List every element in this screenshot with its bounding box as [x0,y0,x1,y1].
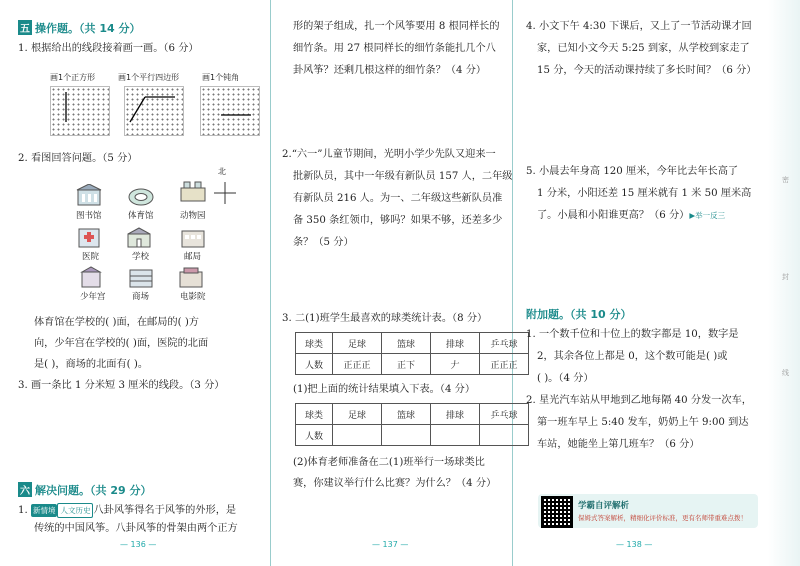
problem-2-line: 有新队员 216 人。为一、二年级这些新队员准 [293,193,503,204]
building-label: 邮局 [184,252,202,262]
table-header: 篮球 [382,404,431,425]
cinema-icon [178,266,204,288]
table-header: 排球 [431,333,480,354]
extra-1-line: 1. 一个数千位和十位上的数字都是 10，数字是 [526,329,739,340]
table-header: 足球 [333,333,382,354]
section-badge: 六 [18,482,32,497]
problem-1-cont: 形的架子组成，扎一个风筝要用 8 根同样长的 [293,21,500,32]
hospital-icon [76,226,102,248]
grid-label-square: 画1个正方形 [50,73,96,82]
table-row [296,333,529,354]
extra-2-line: 2. 星光汽车站从甲地到乙地每隔 40 分发一次车， [526,395,752,406]
problem-4-line: 家，已知小文今天 5:25 到家，从学校到家走了 [537,43,750,54]
tag-new-context: 新情境 [32,506,56,515]
post-office-icon [180,226,206,248]
strip-char: 密 [782,176,789,184]
grid-label-parallelogram: 画1个平行四边形 [118,73,180,82]
grid-label-obtuse: 画1个钝角 [202,73,240,82]
strip-char: 封 [782,273,789,281]
problem-2-line: 备 350 条红领巾，够吗？如果不够，还差多少 [293,215,503,226]
section-badge: 五 [18,20,32,35]
extra-1-line: 2，其余各位上都是 0，这个数可能是( )或 [537,351,728,362]
table-cell[interactable] [431,425,480,446]
table-header: 排球 [431,404,480,425]
table-cell: 人数 [296,354,333,375]
practice-link[interactable]: ▶举一反三 [689,211,726,220]
table-row [296,404,529,425]
extra-section-title: 附加题。（共 10 分） [526,308,632,321]
mall-icon [128,266,154,288]
q2-text-line: 体育馆在学校的( )面，在邮局的( )方 [34,317,199,328]
table-cell[interactable] [333,425,382,446]
problem-1-line [18,503,236,518]
zoo-icon [180,180,206,202]
problem-3-sub1: (1)把上面的统计结果填入下表。（4 分） [293,384,476,395]
tally-table [295,332,529,375]
question-3: 3. 画一条比 1 分米短 3 厘米的线段。（3 分） [18,380,225,391]
question-1: 1. 根据给出的线段接着画一画。（6 分） [18,43,199,54]
section-title-text: 解决问题。（共 29 分） [35,484,152,497]
problem-5-line: 1 分米，小阳还差 15 厘米就有 1 米 50 厘米高 [537,188,752,199]
problem-1-line: 传统的中国风筝。八卦风筝的骨架由两个正方 [34,523,238,534]
banner-title: 学霸自评解析 [578,501,630,511]
extra-2-line: 车站，她能坐上第几班车？（6 分） [537,439,700,450]
building-label: 电影院 [180,292,206,302]
fill-table [295,403,529,446]
table-cell[interactable] [382,425,431,446]
building-label: 体育馆 [128,211,154,221]
problem-3-sub2: (2)体育老师准备在二(1)班举行一场球类比 [293,457,485,468]
binding-strip [768,0,800,566]
building-label: 医院 [82,252,100,262]
problem-5-line [537,209,725,222]
table-header: 球类 [296,333,333,354]
page-number: — 136 — [120,540,157,549]
table-header: 球类 [296,404,333,425]
table-cell: 𠂇 [431,354,480,375]
problem-3-title: 3. 二(1)班学生最喜欢的球类统计表。（8 分） [282,313,488,324]
north-label: 北 [218,167,226,176]
building-label: 学校 [132,252,150,262]
column-divider-2 [512,0,513,566]
problem-text: 了。小晨和小阳谁更高？（6 分） [537,210,690,221]
table-header: 乒乓球 [480,333,529,354]
strip-char: 线 [782,369,789,377]
dot-grid-obtuse[interactable] [200,86,260,136]
table-cell: 人数 [296,425,333,446]
building-label: 动物园 [180,211,206,221]
section-six-title [18,482,151,498]
page-number: — 138 — [616,540,653,549]
table-cell: 正正正 [480,354,529,375]
table-cell: 正下 [382,354,431,375]
school-icon [126,226,152,248]
building-label: 少年宫 [80,292,106,302]
table-header: 足球 [333,404,382,425]
dot-grid-square[interactable] [50,86,110,136]
table-cell[interactable] [480,425,529,446]
compass [210,167,240,208]
table-row [296,425,529,446]
section-title-text: 操作题。（共 14 分） [35,22,141,35]
problem-1-cont: 卦风筝？还剩几根这样的细竹条？（4 分） [293,65,487,76]
page-number: — 137 — [372,540,409,549]
table-cell: 正正正 [333,354,382,375]
column-divider-1 [270,0,271,566]
problem-2-line: 批新队员，其中一年级有新队员 157 人，二年级 [293,171,513,182]
problem-5-line: 5. 小晨去年身高 120 厘米，今年比去年长高了 [526,166,739,177]
qr-code[interactable] [541,496,573,528]
banner-text: 保姆式答案解析，精细化评价标准，更有名师带重难点拨！ [578,514,747,522]
problem-4-line: 4. 小文下午 4:30 下课后，又上了一节活动课才回 [526,21,752,32]
problem-1-cont: 细竹条。用 27 根同样长的细竹条能扎几个八 [293,43,496,54]
table-row [296,354,529,375]
q2-text-line: 是( )，商场的北面有( )。 [34,359,149,370]
q2-text-line: 向，少年宫在学校的( )面，医院的北面 [34,338,209,349]
extra-1-line: ( )。（4 分） [537,373,594,384]
question-2: 2. 看图回答问题。（5 分） [18,153,138,164]
problem-4-line: 15 分，今天的活动课持续了多长时间？（6 分） [537,65,757,76]
library-icon [76,184,102,206]
problem-text: 八卦风筝得名于风筝的外形，是 [93,505,237,516]
stadium-icon [128,184,154,206]
building-label: 商场 [132,292,150,302]
table-header: 篮球 [382,333,431,354]
table-header: 乒乓球 [480,404,529,425]
section-five-title [18,20,140,36]
extra-2-line: 第一班车早上 5:40 发车，奶奶上午 9:00 到达 [537,417,749,428]
youth-palace-icon [78,266,104,288]
problem-2-line: 条？（5 分） [293,237,354,248]
problem-3-sub2: 赛，你建议举行什么比赛？为什么？（4 分） [293,478,497,489]
tag-culture: 人文历史 [57,503,93,518]
problem-number: 1. [18,505,28,516]
problem-2-line: 2.“六一”儿童节期间，光明小学少先队又迎来一 [282,149,496,160]
building-label: 图书馆 [76,211,102,221]
dot-grid-parallelogram[interactable] [124,86,184,136]
